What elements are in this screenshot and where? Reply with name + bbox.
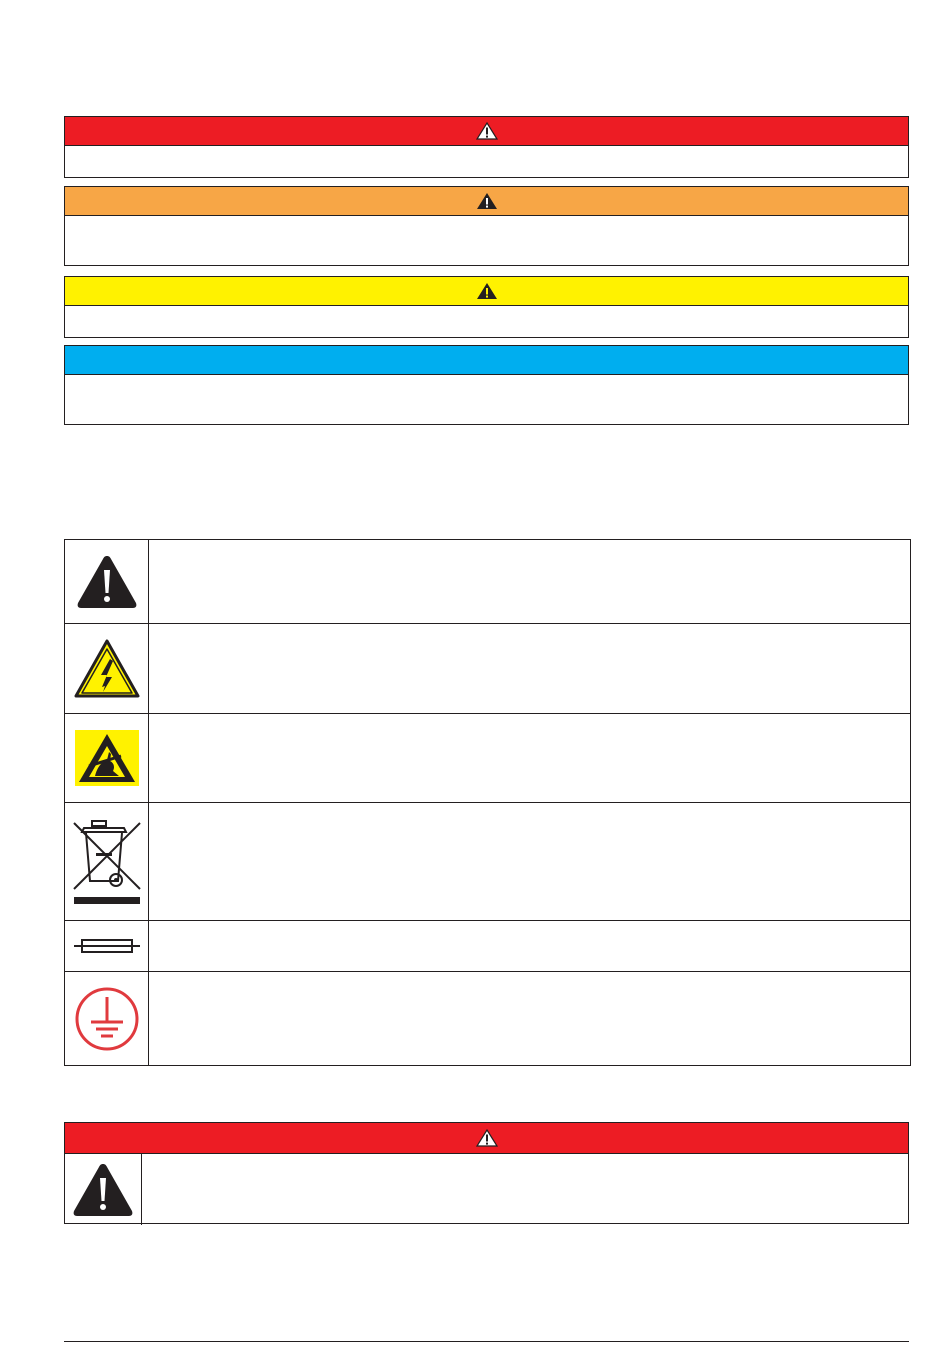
notice-header: [65, 346, 908, 375]
electrostatic-discharge-icon: [75, 730, 139, 786]
danger-box: [64, 116, 909, 178]
danger-header: [65, 117, 908, 146]
caution-header: [65, 277, 908, 306]
symbol-row: [65, 714, 911, 803]
symbol-cell: [65, 972, 149, 1066]
symbol-cell: [65, 714, 149, 803]
warning-triangle-icon: [476, 282, 498, 300]
warning-triangle-icon: [476, 122, 498, 140]
symbol-row: [65, 921, 911, 972]
symbol-cell: [65, 921, 149, 972]
danger-statement-body: [65, 1154, 908, 1225]
warning-triangle-icon: [476, 192, 498, 210]
danger-header: [65, 1123, 908, 1154]
electrical-shock-icon: [74, 639, 140, 699]
symbol-cell: [65, 624, 149, 714]
symbol-description: [149, 921, 911, 972]
fuse-icon: [74, 937, 140, 955]
general-warning-icon: [72, 1162, 134, 1218]
protective-earth-icon: [74, 986, 140, 1052]
symbol-description: [149, 972, 911, 1066]
symbol-row: [65, 540, 911, 624]
symbol-row: [65, 972, 911, 1066]
symbol-description: [149, 714, 911, 803]
symbol-cell: [65, 540, 149, 624]
warning-header: [65, 187, 908, 216]
symbol-description: [149, 803, 911, 921]
warning-triangle-icon: [476, 1129, 498, 1147]
danger-statement-box: [64, 1122, 909, 1224]
symbol-description: [149, 540, 911, 624]
symbol-row: [65, 624, 911, 714]
symbol-cell: [65, 803, 149, 921]
danger-statement-text: [142, 1154, 908, 1225]
danger-statement-icon-cell: [65, 1154, 142, 1225]
symbols-table: [64, 539, 911, 1066]
weee-crossed-bin-icon: [72, 817, 142, 907]
footer-rule: [64, 1341, 909, 1342]
symbol-row: [65, 803, 911, 921]
notice-box: [64, 345, 909, 425]
caution-box: [64, 276, 909, 338]
symbol-description: [149, 624, 911, 714]
warning-box: [64, 186, 909, 266]
general-warning-icon: [76, 554, 138, 610]
